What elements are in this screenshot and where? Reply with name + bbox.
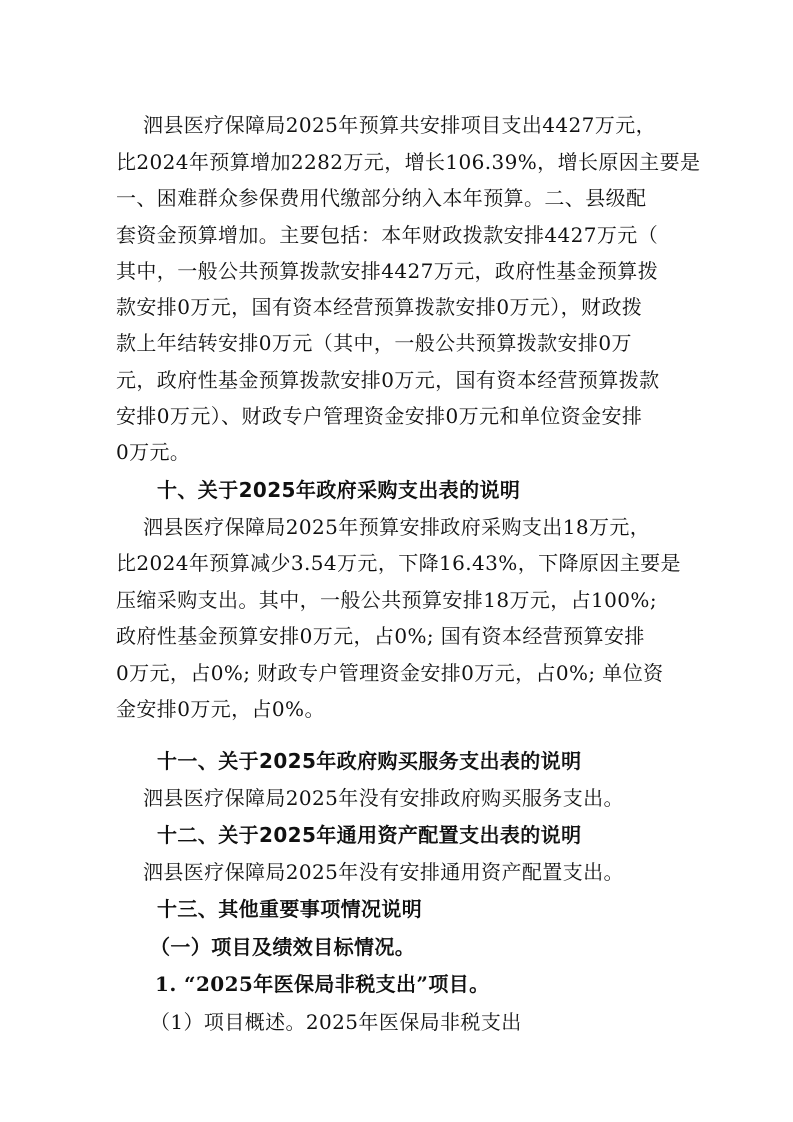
paragraph1-line-2: 比2024年预算增加2282万元，增长106.39%，增长原因主要是 (116, 150, 701, 174)
section11-line: 泗县医疗保障局2025年没有安排政府购买服务支出。 (143, 786, 624, 810)
section13-sub-heading: （一）项目及绩效目标情况。 (150, 935, 416, 959)
paragraph1-line-8: 元，政府性基金预算拨款安排0万元，国有资本经营预算拨款 (116, 368, 660, 392)
paragraph1-line-10: 0万元。 (116, 440, 191, 464)
section11-heading: 十一、关于2025年政府购买服务支出表的说明 (157, 749, 582, 773)
section13-item-line: （1）项目概述。2025年医保局非税支出 (150, 1010, 522, 1034)
paragraph1-line-7: 款上年结转安排0万元（其中，一般公共预算拨款安排0万 (116, 331, 632, 355)
paragraph1-line-5: 其中，一般公共预算拨款安排4427万元，政府性基金预算拨 (116, 259, 659, 283)
section10-line-4: 政府性基金预算安排0万元，占0%; 国有资本经营预算安排 (116, 624, 645, 648)
section10-line-3: 压缩采购支出。其中，一般公共预算安排18万元，占100%; (116, 588, 657, 612)
paragraph1-line-3: 一、困难群众参保费用代缴部分纳入本年预算。二、县级配 (116, 186, 647, 210)
section13-heading: 十三、其他重要事项情况说明 (157, 897, 423, 921)
section10-line-2: 比2024年预算减少3.54万元，下降16.43%，下降原因主要是 (116, 551, 681, 575)
paragraph1-line-4: 套资金预算增加。主要包括：本年财政拨款安排4427万元（ (116, 223, 659, 247)
section10-line-5: 0万元，占0%; 财政专户管理资金安排0万元，占0%; 单位资 (116, 661, 664, 685)
section12-heading: 十二、关于2025年通用资产配置支出表的说明 (157, 823, 582, 847)
paragraph1-line-6: 款安排0万元，国有资本经营预算拨款安排0万元），财政拨 (116, 295, 643, 319)
section12-line: 泗县医疗保障局2025年没有安排通用资产配置支出。 (143, 860, 624, 884)
section13-item-heading: 1. “2025年医保局非税支出”项目。 (155, 972, 490, 996)
section10-heading: 十、关于2025年政府采购支出表的说明 (157, 478, 521, 502)
paragraph1-line-1: 泗县医疗保障局2025年预算共安排项目支出4427万元， (143, 113, 656, 137)
paragraph1-line-9: 安排0万元）、财政专户管理资金安排0万元和单位资金安排 (116, 404, 643, 428)
section10-line-1: 泗县医疗保障局2025年预算安排政府采购支出18万元， (143, 515, 651, 539)
section10-line-6: 金安排0万元，占0%。 (116, 697, 325, 721)
